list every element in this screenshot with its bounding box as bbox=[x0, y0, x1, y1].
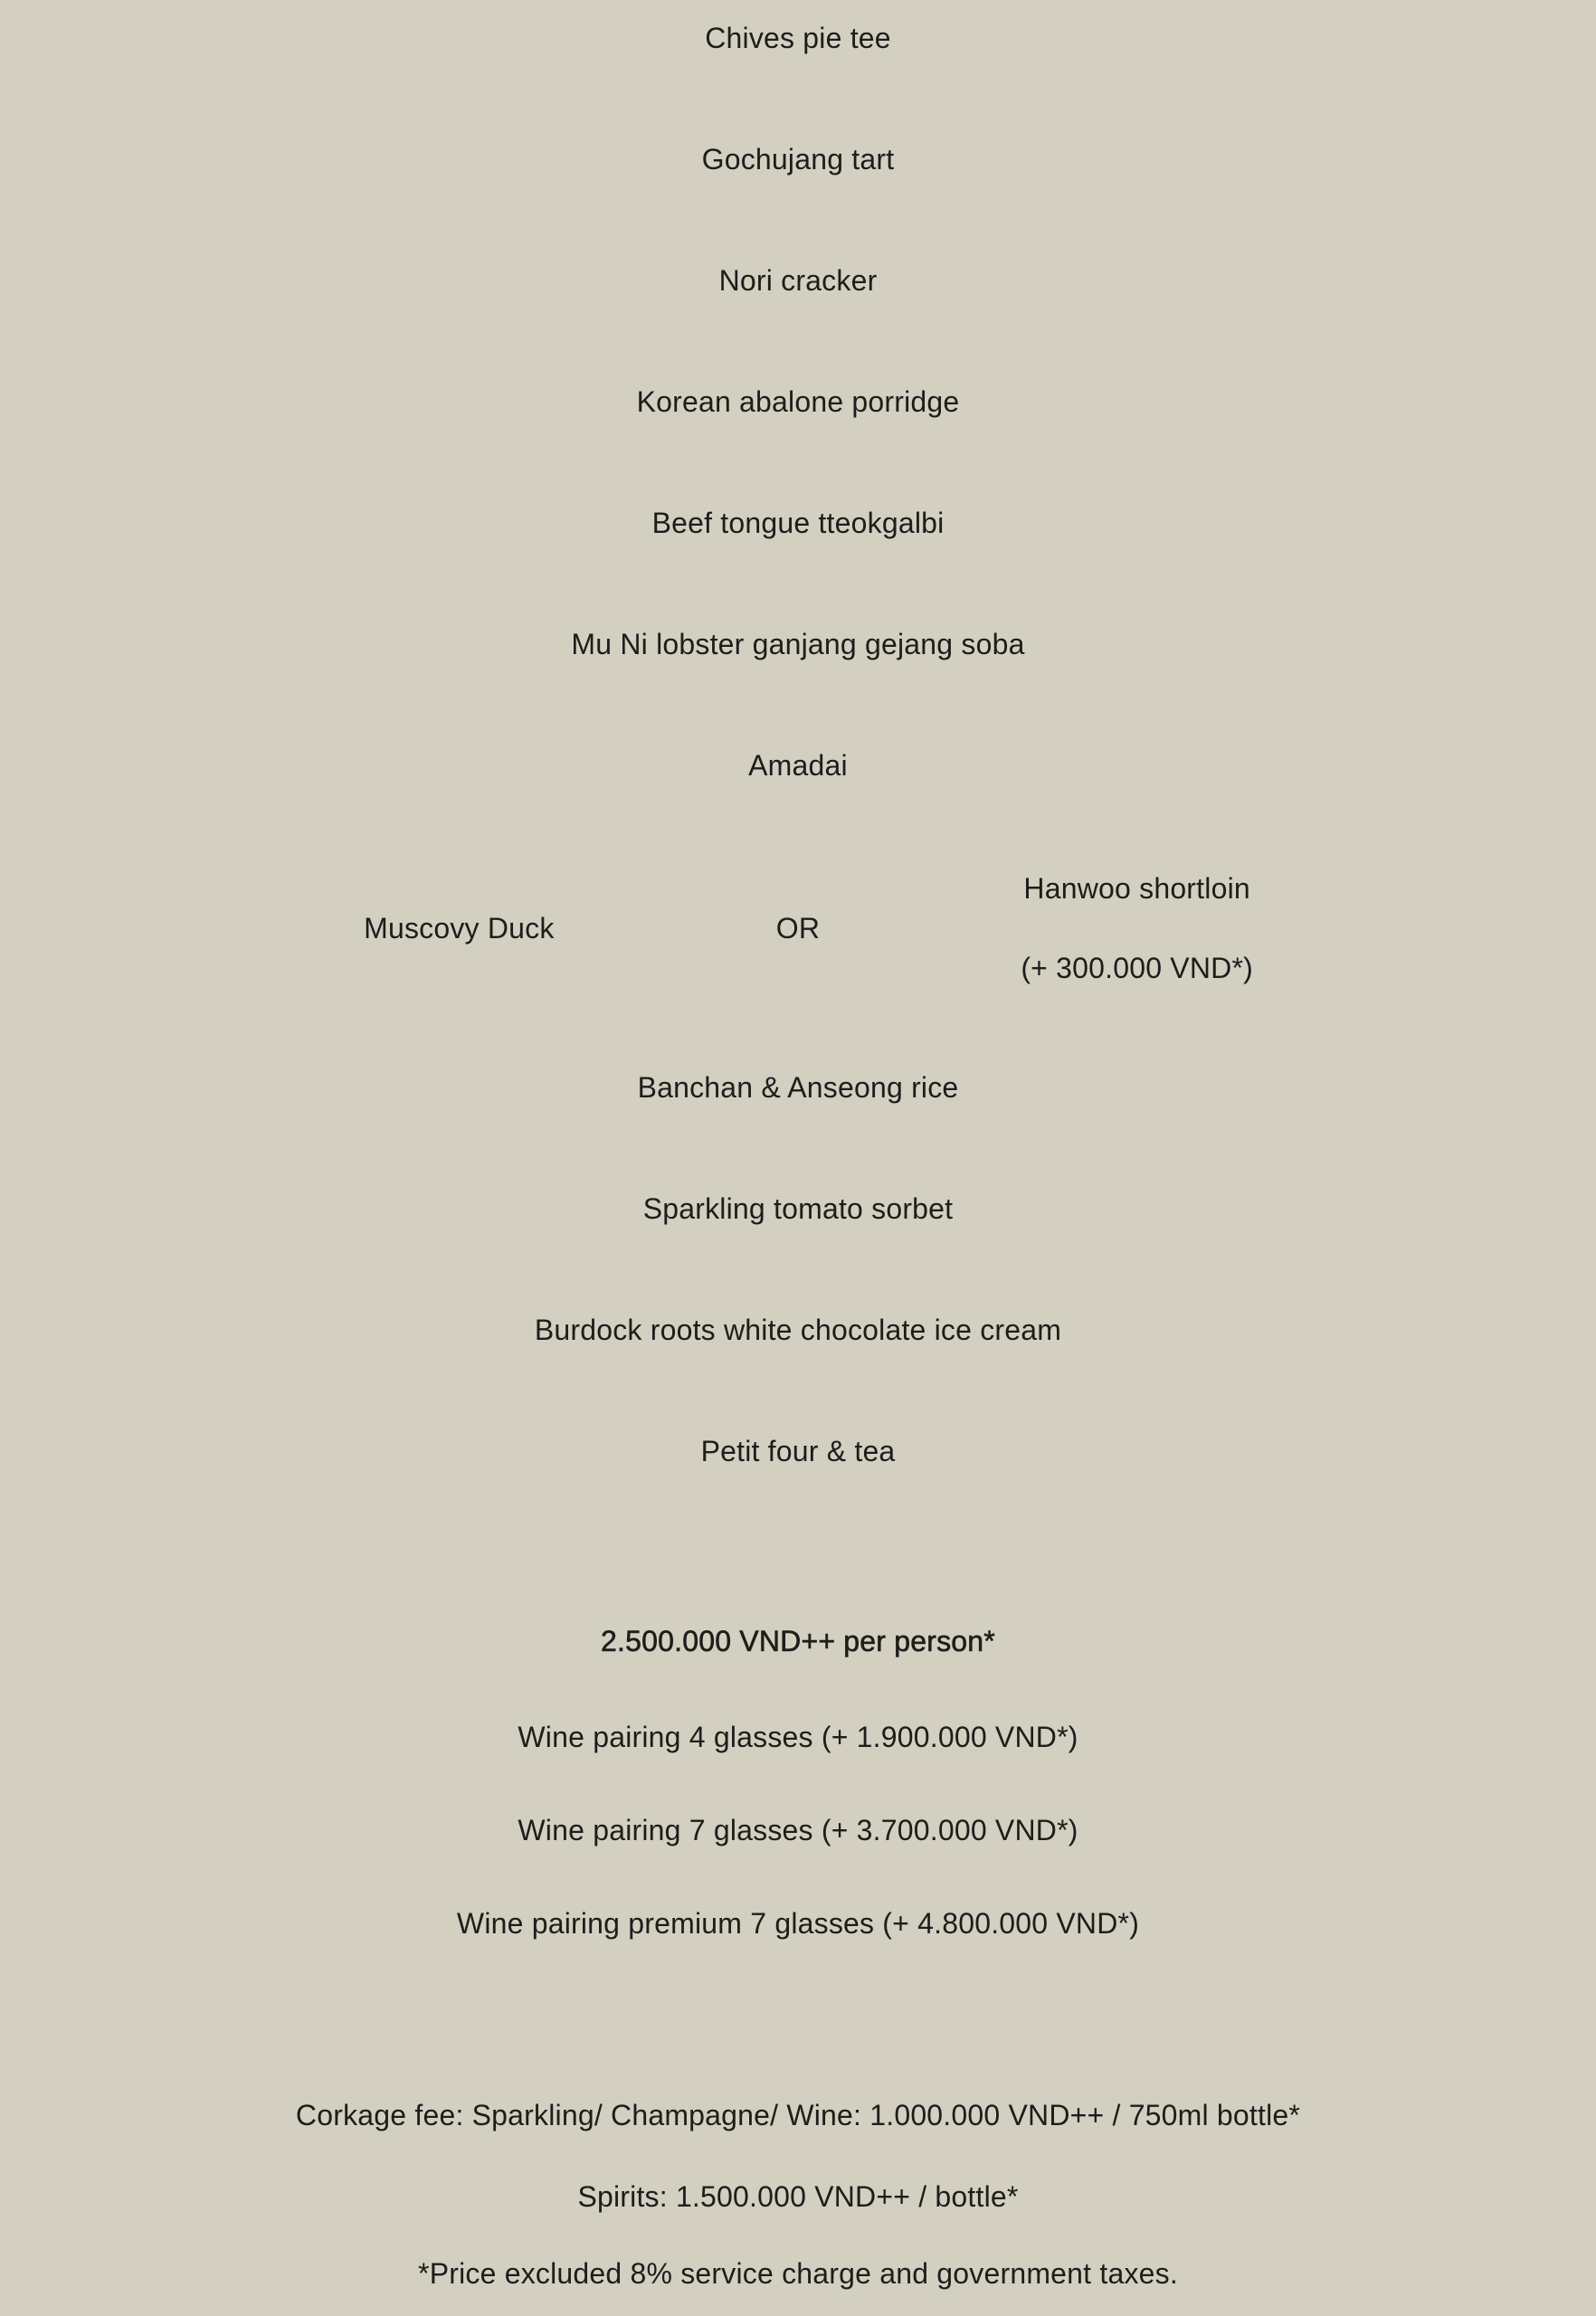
menu-course-item: Burdock roots white chocolate ice cream bbox=[534, 1314, 1062, 1346]
menu-course-item: Amadai bbox=[748, 749, 848, 782]
wine-pairing-option: Wine pairing 4 glasses (+ 1.900.000 VND*) bbox=[518, 1721, 1078, 1753]
corkage-fee-line: Corkage fee: Sparkling/ Champagne/ Wine: 1.000.000 VND++ / 750ml bottle* bbox=[295, 2099, 1301, 2131]
price-per-person: 2.500.000 VND++ per person* bbox=[601, 1625, 995, 1657]
choice-left-label: Muscovy Duck bbox=[364, 912, 555, 944]
menu-course-item: Korean abalone porridge bbox=[636, 385, 960, 418]
menu-course-item: Mu Ni lobster ganjang gejang soba bbox=[571, 628, 1025, 660]
choice-separator-label: OR bbox=[775, 912, 821, 944]
menu-course-item: Gochujang tart bbox=[701, 143, 895, 176]
menu-course-item: Sparkling tomato sorbet bbox=[642, 1192, 954, 1225]
choice-left-option bbox=[290, 908, 629, 948]
menu-course-item: Chives pie tee bbox=[705, 22, 891, 54]
spirits-fee-line: Spirits: 1.500.000 VND++ / bottle* bbox=[577, 2180, 1019, 2213]
choice-separator bbox=[629, 908, 968, 948]
menu-course-item: Beef tongue tteokgalbi bbox=[651, 507, 945, 539]
main-course-choice-row bbox=[290, 868, 1306, 988]
price-note-line: *Price excluded 8% service charge and government taxes. bbox=[418, 2257, 1178, 2290]
wine-pairing-option: Wine pairing premium 7 glasses (+ 4.800.000 VND*) bbox=[456, 1907, 1140, 1940]
choice-right-label: Hanwoo shortloin bbox=[1023, 872, 1250, 905]
menu-course-item: Banchan & Anseong rice bbox=[637, 1071, 959, 1104]
choice-right-option bbox=[967, 868, 1306, 988]
wine-pairing-option: Wine pairing 7 glasses (+ 3.700.000 VND*) bbox=[518, 1814, 1078, 1846]
menu-course-item: Petit four & tea bbox=[700, 1435, 896, 1467]
menu-course-item: Nori cracker bbox=[718, 264, 878, 297]
choice-right-supplement: (+ 300.000 VND*) bbox=[1021, 952, 1253, 984]
